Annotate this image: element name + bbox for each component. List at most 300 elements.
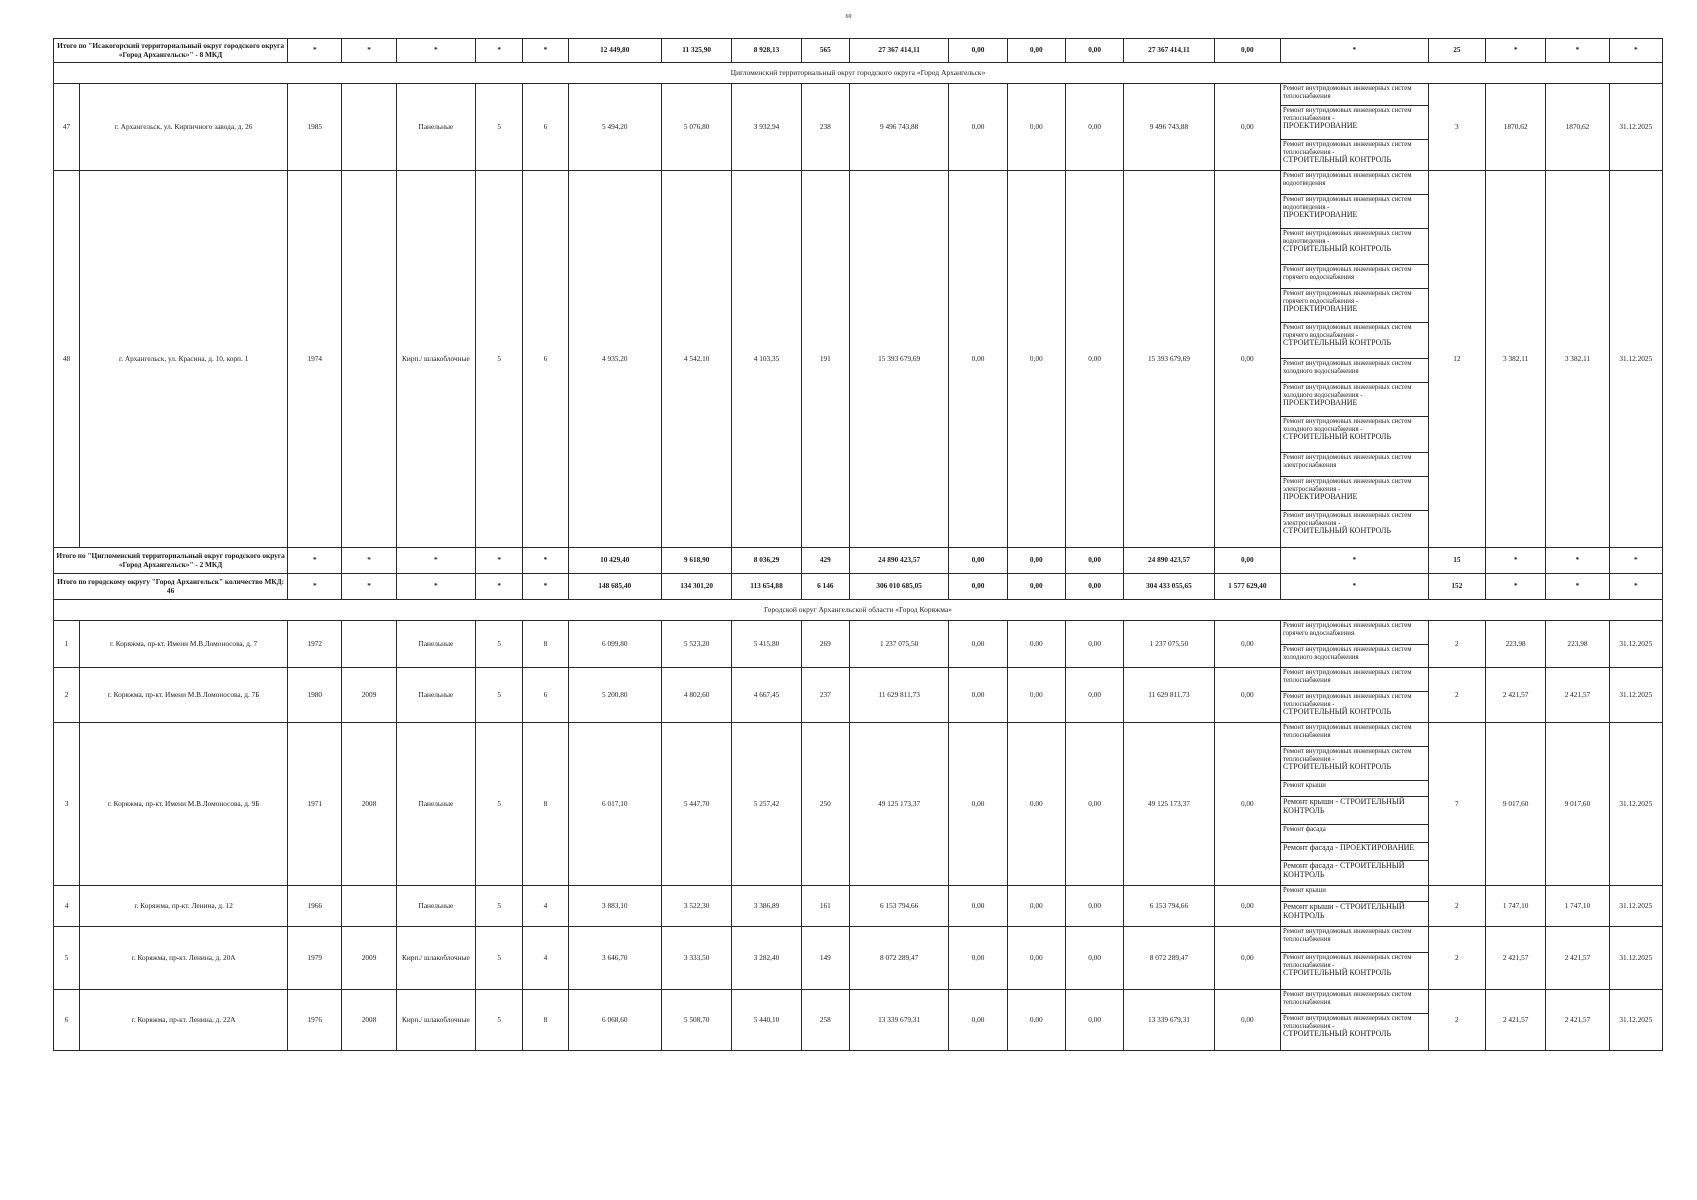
- row-number: 5: [54, 927, 80, 990]
- section-header-row: [54, 600, 1663, 621]
- house-row: [54, 990, 1663, 1051]
- deadline: 31.12.2025: [1609, 621, 1662, 668]
- fund-local: 0,00: [1065, 886, 1123, 927]
- works-count: 12: [1428, 171, 1485, 548]
- fund-local: 0,00: [1065, 927, 1123, 990]
- total-star: *: [396, 574, 475, 600]
- house-address: г. Архангельск, ул. Красина, д. 10, корп. 1: [80, 171, 288, 548]
- wall-material: Кирп./ шлакоблочные: [396, 171, 475, 548]
- work-stage: СТРОИТЕЛЬНЫЙ КОНТРОЛЬ: [1283, 526, 1392, 536]
- deadline: 31.12.2025: [1609, 171, 1662, 548]
- total-area_total: 148 685,40: [568, 574, 661, 600]
- work-text: Ремонт внутридомовых инженерных систем теплоснабжения: [1283, 85, 1412, 100]
- page-number: 69: [845, 14, 852, 20]
- fund-local: 0,00: [1065, 171, 1123, 548]
- residents: 191: [801, 171, 849, 548]
- work-item: [1281, 417, 1428, 453]
- year-last-repair: [342, 84, 396, 171]
- area-total: 5 200,80: [568, 668, 661, 723]
- area-total: 3 883,10: [568, 886, 661, 927]
- works-list: [1281, 927, 1429, 990]
- total-residents: 429: [801, 548, 849, 574]
- year-last-repair: 2008: [342, 723, 396, 886]
- work-stage: Ремонт крыши - СТРОИТЕЛЬНЫЙ КОНТРОЛЬ: [1283, 902, 1405, 920]
- area-residential: 5 440,10: [732, 990, 801, 1051]
- year-last-repair: [342, 621, 396, 668]
- fund-federal: 0,00: [949, 990, 1007, 1051]
- house-address: г. Коряжма, пр-кт. Имени М.В.Ломоносова, д. 9Б: [80, 723, 288, 886]
- work-text: Ремонт внутридомовых инженерных систем теплоснабжения -: [1283, 954, 1412, 969]
- section-header-row: [54, 63, 1663, 84]
- section-title: Городской округ Архангельской области «Город Коряжма»: [54, 600, 1663, 621]
- total-star: *: [342, 548, 396, 574]
- cost-per-m2: 3 382,11: [1486, 171, 1546, 548]
- work-text: Ремонт внутридомовых инженерных систем теплоснабжения -: [1283, 693, 1412, 708]
- fund-owners: 9 496 743,88: [1124, 84, 1214, 171]
- works-list: [1281, 990, 1429, 1051]
- row-number: 47: [54, 84, 80, 171]
- total-star: *: [1486, 548, 1546, 574]
- fund-owners: 8 072 289,47: [1124, 927, 1214, 990]
- work-stage: ПРОЕКТИРОВАНИЕ: [1283, 304, 1358, 314]
- total-area_total: 12 449,80: [568, 39, 661, 63]
- total-fund_owners: 27 367 414,11: [1124, 39, 1214, 63]
- limit-per-m2: 2 421,57: [1546, 990, 1609, 1051]
- work-stage: Ремонт фасада - СТРОИТЕЛЬНЫЙ КОНТРОЛЬ: [1283, 861, 1405, 879]
- work-text: Ремонт внутридомовых инженерных систем теплоснабжения: [1283, 928, 1412, 943]
- residents: 237: [801, 668, 849, 723]
- section-title: Цигломенский территориальный округ городского округа «Город Архангельск»: [54, 63, 1663, 84]
- work-stage: СТРОИТЕЛЬНЫЙ КОНТРОЛЬ: [1283, 244, 1392, 254]
- cost-total: 8 072 289,47: [849, 927, 948, 990]
- deadline: 31.12.2025: [1609, 84, 1662, 171]
- work-item: [1281, 861, 1428, 885]
- total-star: *: [523, 39, 568, 63]
- cost-total: 13 339 679,31: [849, 990, 948, 1051]
- entrances: 8: [523, 621, 568, 668]
- fund-other: 0,00: [1214, 990, 1280, 1051]
- total-works-count: 152: [1428, 574, 1485, 600]
- total-star: *: [1486, 574, 1546, 600]
- fund-other: 0,00: [1214, 886, 1280, 927]
- total-fund_other: 0,00: [1214, 39, 1280, 63]
- residents: 161: [801, 886, 849, 927]
- work-item: [1281, 106, 1428, 140]
- total-area_premises: 9 618,90: [661, 548, 731, 574]
- fund-federal: 0,00: [949, 927, 1007, 990]
- total-star: *: [523, 574, 568, 600]
- fund-owners: 6 153 794,66: [1124, 886, 1214, 927]
- floors: 5: [476, 990, 523, 1051]
- works-list: [1281, 171, 1429, 548]
- work-item: [1281, 140, 1428, 170]
- year-built: 1966: [288, 886, 342, 927]
- total-area_residential: 8 036,29: [732, 548, 801, 574]
- total-fund_regional: 0,00: [1007, 39, 1065, 63]
- work-stage: ПРОЕКТИРОВАНИЕ: [1283, 121, 1358, 131]
- work-item: [1281, 843, 1428, 861]
- work-stage: СТРОИТЕЛЬНЫЙ КОНТРОЛЬ: [1283, 1029, 1392, 1039]
- fund-owners: 11 629 811,73: [1124, 668, 1214, 723]
- works-count: 2: [1428, 621, 1485, 668]
- cost-total: 49 125 173,37: [849, 723, 948, 886]
- entrances: 6: [523, 84, 568, 171]
- cost-per-m2: 223,98: [1486, 621, 1546, 668]
- floors: 5: [476, 84, 523, 171]
- total-fund_regional: 0,00: [1007, 574, 1065, 600]
- cost-total: 6 153 794,66: [849, 886, 948, 927]
- deadline: 31.12.2025: [1609, 886, 1662, 927]
- works-count: 7: [1428, 723, 1485, 886]
- fund-other: 0,00: [1214, 723, 1280, 886]
- total-star: *: [1486, 39, 1546, 63]
- limit-per-m2: 223,98: [1546, 621, 1609, 668]
- work-text: Ремонт внутридомовых инженерных систем теплоснабжения: [1283, 991, 1412, 1006]
- house-row: [54, 668, 1663, 723]
- floors: 5: [476, 668, 523, 723]
- year-built: 1979: [288, 927, 342, 990]
- work-stage: ПРОЕКТИРОВАНИЕ: [1283, 210, 1358, 220]
- year-built: 1976: [288, 990, 342, 1051]
- area-total: 6 099,80: [568, 621, 661, 668]
- work-text: Ремонт внутридомовых инженерных систем теплоснабжения -: [1283, 141, 1412, 156]
- total-row: [54, 548, 1663, 574]
- total-area_residential: 8 928,13: [732, 39, 801, 63]
- area-total: 6 017,10: [568, 723, 661, 886]
- work-text: Ремонт внутридомовых инженерных систем водоотведения -: [1283, 196, 1412, 211]
- work-text: Ремонт крыши: [1283, 887, 1326, 894]
- row-number: 6: [54, 990, 80, 1051]
- fund-other: 0,00: [1214, 927, 1280, 990]
- work-item: [1281, 1014, 1428, 1050]
- works-list: [1281, 668, 1429, 723]
- work-item: [1281, 477, 1428, 511]
- total-cost_total: 306 010 685,05: [849, 574, 948, 600]
- work-text: Ремонт внутридомовых инженерных систем теплоснабжения -: [1283, 748, 1412, 763]
- work-item: [1281, 265, 1428, 289]
- area-total: 4 935,20: [568, 171, 661, 548]
- total-star: *: [288, 574, 342, 600]
- fund-local: 0,00: [1065, 621, 1123, 668]
- total-fund_federal: 0,00: [949, 574, 1007, 600]
- area-residential: 4 103,35: [732, 171, 801, 548]
- work-text: Ремонт внутридомовых инженерных систем электроснабжения: [1283, 454, 1412, 469]
- works-count: 2: [1428, 990, 1485, 1051]
- limit-per-m2: 2 421,57: [1546, 668, 1609, 723]
- entrances: 8: [523, 723, 568, 886]
- fund-other: 0,00: [1214, 621, 1280, 668]
- year-built: 1980: [288, 668, 342, 723]
- fund-regional: 0,00: [1007, 621, 1065, 668]
- work-text: Ремонт внутридомовых инженерных систем теплоснабжения -: [1283, 1015, 1412, 1030]
- total-fund_owners: 24 890 423,57: [1124, 548, 1214, 574]
- work-item: [1281, 990, 1428, 1014]
- total-works-count: 15: [1428, 548, 1485, 574]
- total-star: *: [396, 548, 475, 574]
- work-item: [1281, 171, 1428, 195]
- entrances: 6: [523, 171, 568, 548]
- total-star: *: [396, 39, 475, 63]
- total-fund_regional: 0,00: [1007, 548, 1065, 574]
- house-address: г. Коряжма, пр-кт. Ленина, д. 12: [80, 886, 288, 927]
- deadline: 31.12.2025: [1609, 668, 1662, 723]
- area-residential: 4 667,45: [732, 668, 801, 723]
- total-star: *: [1609, 39, 1662, 63]
- limit-per-m2: 1 747,10: [1546, 886, 1609, 927]
- deadline: 31.12.2025: [1609, 723, 1662, 886]
- works-count: 3: [1428, 84, 1485, 171]
- work-item: [1281, 453, 1428, 477]
- work-text: Ремонт внутридомовых инженерных систем теплоснабжения -: [1283, 107, 1412, 122]
- area-premises: 4 542,10: [661, 171, 731, 548]
- work-text: Ремонт внутридомовых инженерных систем водоотведения -: [1283, 230, 1412, 245]
- house-address: г. Архангельск, ул. Кирпичного завода, д. 26: [80, 84, 288, 171]
- work-stage: СТРОИТЕЛЬНЫЙ КОНТРОЛЬ: [1283, 338, 1392, 348]
- house-row: [54, 621, 1663, 668]
- work-item: [1281, 927, 1428, 953]
- works-count: 2: [1428, 886, 1485, 927]
- work-text: Ремонт фасада: [1283, 826, 1326, 833]
- floors: 5: [476, 886, 523, 927]
- fund-owners: 13 339 679,31: [1124, 990, 1214, 1051]
- work-stage: СТРОИТЕЛЬНЫЙ КОНТРОЛЬ: [1283, 968, 1392, 978]
- area-premises: 5 508,70: [661, 990, 731, 1051]
- floors: 5: [476, 621, 523, 668]
- fund-regional: 0,00: [1007, 990, 1065, 1051]
- work-item: [1281, 511, 1428, 547]
- house-row: [54, 927, 1663, 990]
- fund-regional: 0,00: [1007, 723, 1065, 886]
- work-stage: Ремонт фасада - ПРОЕКТИРОВАНИЕ: [1283, 843, 1415, 852]
- work-item: [1281, 902, 1428, 926]
- house-address: г. Коряжма, пр-кт. Ленина, д. 20А: [80, 927, 288, 990]
- wall-material: Панельные: [396, 886, 475, 927]
- area-residential: 5 257,42: [732, 723, 801, 886]
- total-fund_local: 0,00: [1065, 548, 1123, 574]
- total-residents: 6 146: [801, 574, 849, 600]
- total-label: Итого по "Цигломенский территориальный округ городского округа «Город Архангельск»" - 2 МКД: [54, 548, 288, 574]
- work-item: [1281, 195, 1428, 229]
- total-fund_other: 1 577 629,40: [1214, 574, 1280, 600]
- residents: 269: [801, 621, 849, 668]
- total-star: *: [523, 548, 568, 574]
- work-text: Ремонт внутридомовых инженерных систем холодного водоснабжения: [1283, 360, 1412, 375]
- year-last-repair: 2009: [342, 668, 396, 723]
- work-stage: ПРОЕКТИРОВАНИЕ: [1283, 398, 1358, 408]
- year-built: 1971: [288, 723, 342, 886]
- total-cost_total: 24 890 423,57: [849, 548, 948, 574]
- work-stage: СТРОИТЕЛЬНЫЙ КОНТРОЛЬ: [1283, 707, 1392, 717]
- total-row: [54, 574, 1663, 600]
- total-fund_local: 0,00: [1065, 39, 1123, 63]
- total-row: [54, 39, 1663, 63]
- cost-per-m2: 2 421,57: [1486, 990, 1546, 1051]
- total-star: *: [1609, 548, 1662, 574]
- deadline: 31.12.2025: [1609, 990, 1662, 1051]
- work-item: [1281, 723, 1428, 747]
- deadline: 31.12.2025: [1609, 927, 1662, 990]
- entrances: 8: [523, 990, 568, 1051]
- fund-federal: 0,00: [949, 886, 1007, 927]
- work-text: Ремонт внутридомовых инженерных систем холодного водоснабжения -: [1283, 418, 1412, 433]
- total-cost_total: 27 367 414,11: [849, 39, 948, 63]
- total-star: *: [1609, 574, 1662, 600]
- work-text: Ремонт внутридомовых инженерных систем горячего водоснабжения -: [1283, 290, 1412, 305]
- wall-material: Кирп./ шлакоблочные: [396, 990, 475, 1051]
- work-item: [1281, 781, 1428, 797]
- house-address: г. Коряжма, пр-кт. Ленина, д. 22А: [80, 990, 288, 1051]
- year-last-repair: [342, 886, 396, 927]
- work-text: Ремонт внутридомовых инженерных систем теплоснабжения: [1283, 724, 1412, 739]
- total-fund_federal: 0,00: [949, 548, 1007, 574]
- work-item: [1281, 953, 1428, 989]
- total-area_total: 10 429,40: [568, 548, 661, 574]
- row-number: 2: [54, 668, 80, 723]
- floors: 5: [476, 927, 523, 990]
- limit-per-m2: 3 382,11: [1546, 171, 1609, 548]
- fund-other: 0,00: [1214, 171, 1280, 548]
- area-residential: 3 386,89: [732, 886, 801, 927]
- work-stage: СТРОИТЕЛЬНЫЙ КОНТРОЛЬ: [1283, 155, 1392, 165]
- residents: 258: [801, 990, 849, 1051]
- total-fund_owners: 304 433 055,65: [1124, 574, 1214, 600]
- fund-regional: 0,00: [1007, 668, 1065, 723]
- area-total: 5 494,20: [568, 84, 661, 171]
- total-works-count: 25: [1428, 39, 1485, 63]
- year-built: 1974: [288, 171, 342, 548]
- work-item: [1281, 359, 1428, 383]
- total-star: *: [288, 39, 342, 63]
- total-label: Итого по городскому округу "Город Архангельск" количество МКД: 46: [54, 574, 288, 600]
- fund-regional: 0,00: [1007, 927, 1065, 990]
- work-item: [1281, 289, 1428, 323]
- area-premises: 3 333,50: [661, 927, 731, 990]
- work-text: Ремонт внутридомовых инженерных систем горячего водоснабжения: [1283, 622, 1412, 637]
- work-item: [1281, 84, 1428, 106]
- area-total: 6 068,60: [568, 990, 661, 1051]
- fund-regional: 0,00: [1007, 886, 1065, 927]
- total-fund_local: 0,00: [1065, 574, 1123, 600]
- work-stage: СТРОИТЕЛЬНЫЙ КОНТРОЛЬ: [1283, 432, 1392, 442]
- wall-material: Кирп./ шлакоблочные: [396, 927, 475, 990]
- work-text: Ремонт внутридомовых инженерных систем электроснабжения -: [1283, 478, 1412, 493]
- work-item: [1281, 668, 1428, 692]
- total-star: *: [476, 574, 523, 600]
- residents: 250: [801, 723, 849, 886]
- floors: 5: [476, 171, 523, 548]
- work-text: Ремонт крыши: [1283, 782, 1326, 789]
- limit-per-m2: 1870,62: [1546, 84, 1609, 171]
- fund-local: 0,00: [1065, 723, 1123, 886]
- work-item: [1281, 621, 1428, 645]
- cost-per-m2: 2 421,57: [1486, 668, 1546, 723]
- row-number: 3: [54, 723, 80, 886]
- work-stage: СТРОИТЕЛЬНЫЙ КОНТРОЛЬ: [1283, 762, 1392, 772]
- cost-per-m2: 9 017,60: [1486, 723, 1546, 886]
- work-item: [1281, 229, 1428, 265]
- work-item: [1281, 747, 1428, 781]
- work-item: [1281, 323, 1428, 359]
- cost-total: 15 393 679,69: [849, 171, 948, 548]
- year-built: 1985: [288, 84, 342, 171]
- limit-per-m2: 2 421,57: [1546, 927, 1609, 990]
- fund-federal: 0,00: [949, 668, 1007, 723]
- fund-local: 0,00: [1065, 84, 1123, 171]
- fund-owners: 15 393 679,69: [1124, 171, 1214, 548]
- work-item: [1281, 886, 1428, 902]
- work-item: [1281, 825, 1428, 843]
- floors: 5: [476, 723, 523, 886]
- fund-regional: 0,00: [1007, 171, 1065, 548]
- works-list: [1281, 886, 1429, 927]
- total-star: *: [1546, 548, 1609, 574]
- work-text: Ремонт внутридомовых инженерных систем холодного водоснабжения: [1283, 646, 1412, 661]
- house-row: [54, 171, 1663, 548]
- work-item: [1281, 645, 1428, 667]
- house-row: [54, 723, 1663, 886]
- cost-total: 1 237 075,50: [849, 621, 948, 668]
- area-premises: 4 802,60: [661, 668, 731, 723]
- residents: 149: [801, 927, 849, 990]
- work-text: Ремонт внутридомовых инженерных систем водоотведения: [1283, 172, 1412, 187]
- area-premises: 5 076,80: [661, 84, 731, 171]
- residents: 238: [801, 84, 849, 171]
- fund-other: 0,00: [1214, 668, 1280, 723]
- cost-per-m2: 1 747,10: [1486, 886, 1546, 927]
- total-star: *: [1281, 39, 1429, 63]
- entrances: 4: [523, 886, 568, 927]
- year-built: 1972: [288, 621, 342, 668]
- wall-material: Панельные: [396, 668, 475, 723]
- year-last-repair: 2008: [342, 990, 396, 1051]
- total-star: *: [288, 548, 342, 574]
- house-row: [54, 84, 1663, 171]
- fund-federal: 0,00: [949, 171, 1007, 548]
- area-premises: 5 447,70: [661, 723, 731, 886]
- row-number: 1: [54, 621, 80, 668]
- area-premises: 3 522,30: [661, 886, 731, 927]
- wall-material: Панельные: [396, 723, 475, 886]
- total-star: *: [1281, 574, 1429, 600]
- fund-federal: 0,00: [949, 84, 1007, 171]
- work-text: Ремонт внутридомовых инженерных систем горячего водоснабжения -: [1283, 324, 1412, 339]
- work-item: [1281, 383, 1428, 417]
- total-star: *: [1281, 548, 1429, 574]
- cost-per-m2: 1870,62: [1486, 84, 1546, 171]
- cost-total: 11 629 811,73: [849, 668, 948, 723]
- work-item: [1281, 692, 1428, 722]
- fund-regional: 0,00: [1007, 84, 1065, 171]
- work-stage: ПРОЕКТИРОВАНИЕ: [1283, 492, 1358, 502]
- total-fund_other: 0,00: [1214, 548, 1280, 574]
- total-star: *: [342, 574, 396, 600]
- total-star: *: [476, 39, 523, 63]
- work-text: Ремонт внутридомовых инженерных систем горячего водоснабжения: [1283, 266, 1412, 281]
- fund-local: 0,00: [1065, 990, 1123, 1051]
- total-star: *: [1546, 39, 1609, 63]
- work-text: Ремонт внутридомовых инженерных систем холодного водоснабжения -: [1283, 384, 1412, 399]
- fund-federal: 0,00: [949, 621, 1007, 668]
- limit-per-m2: 9 017,60: [1546, 723, 1609, 886]
- total-fund_federal: 0,00: [949, 39, 1007, 63]
- area-premises: 5 523,20: [661, 621, 731, 668]
- house-address: г. Коряжма, пр-кт. Имени М.В.Ломоносова, д. 7Б: [80, 668, 288, 723]
- total-star: *: [342, 39, 396, 63]
- row-number: 48: [54, 171, 80, 548]
- cost-total: 9 496 743,88: [849, 84, 948, 171]
- work-item: [1281, 797, 1428, 825]
- total-area_premises: 11 325,90: [661, 39, 731, 63]
